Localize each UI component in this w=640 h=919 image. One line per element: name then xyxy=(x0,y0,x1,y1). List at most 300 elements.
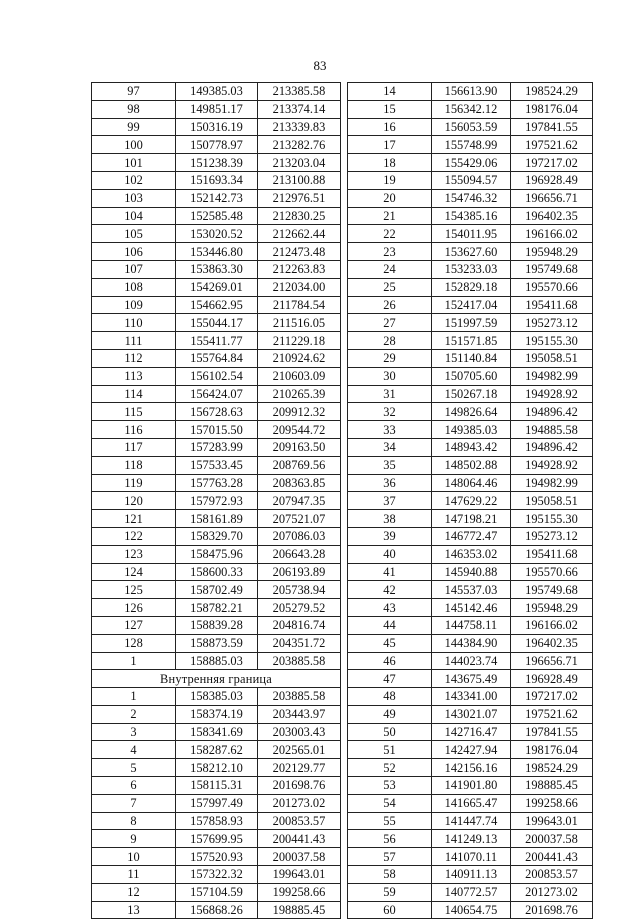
y-coordinate: 212830.25 xyxy=(258,207,341,225)
table-row xyxy=(348,563,593,581)
x-coordinate: 140772.57 xyxy=(432,883,511,901)
table-row xyxy=(348,207,593,225)
x-coordinate: 157533.45 xyxy=(176,456,258,474)
point-number: 18 xyxy=(348,154,432,172)
y-coordinate: 198524.29 xyxy=(511,83,593,101)
x-coordinate: 147198.21 xyxy=(432,510,511,528)
y-coordinate: 195058.51 xyxy=(511,492,593,510)
y-coordinate: 212034.00 xyxy=(258,278,341,296)
point-number: 37 xyxy=(348,492,432,510)
x-coordinate: 158885.03 xyxy=(176,652,258,670)
point-number: 45 xyxy=(348,634,432,652)
table-row xyxy=(348,883,593,901)
point-number: 44 xyxy=(348,616,432,634)
point-number: 42 xyxy=(348,581,432,599)
table-row xyxy=(92,118,341,136)
y-coordinate: 194982.99 xyxy=(511,367,593,385)
table-row xyxy=(348,599,593,617)
y-coordinate: 195570.66 xyxy=(511,563,593,581)
x-coordinate: 150778.97 xyxy=(176,136,258,154)
table-row xyxy=(348,741,593,759)
x-coordinate: 143021.07 xyxy=(432,705,511,723)
x-coordinate: 158287.62 xyxy=(176,741,258,759)
point-number: 102 xyxy=(92,171,176,189)
x-coordinate: 148064.46 xyxy=(432,474,511,492)
point-number: 43 xyxy=(348,599,432,617)
point-number: 113 xyxy=(92,367,176,385)
y-coordinate: 201698.76 xyxy=(258,777,341,795)
table-row xyxy=(92,741,341,759)
y-coordinate: 195411.68 xyxy=(511,545,593,563)
y-coordinate: 197521.62 xyxy=(511,136,593,154)
point-number: 13 xyxy=(92,901,176,919)
y-coordinate: 194928.92 xyxy=(511,456,593,474)
y-coordinate: 197841.55 xyxy=(511,118,593,136)
y-coordinate: 205738.94 xyxy=(258,581,341,599)
x-coordinate: 144023.74 xyxy=(432,652,511,670)
x-coordinate: 142156.16 xyxy=(432,759,511,777)
x-coordinate: 154385.16 xyxy=(432,207,511,225)
x-coordinate: 156424.07 xyxy=(176,385,258,403)
y-coordinate: 207521.07 xyxy=(258,510,341,528)
point-number: 101 xyxy=(92,154,176,172)
point-number: 10 xyxy=(92,848,176,866)
x-coordinate: 155094.57 xyxy=(432,171,511,189)
y-coordinate: 212976.51 xyxy=(258,189,341,207)
point-number: 36 xyxy=(348,474,432,492)
point-number: 111 xyxy=(92,332,176,350)
table-row xyxy=(348,225,593,243)
x-coordinate: 149385.03 xyxy=(176,83,258,101)
x-coordinate: 154746.32 xyxy=(432,189,511,207)
y-coordinate: 194885.58 xyxy=(511,421,593,439)
y-coordinate: 209544.72 xyxy=(258,421,341,439)
point-number: 49 xyxy=(348,705,432,723)
table-row xyxy=(92,527,341,545)
x-coordinate: 157972.93 xyxy=(176,492,258,510)
y-coordinate: 200441.43 xyxy=(511,848,593,866)
x-coordinate: 152585.48 xyxy=(176,207,258,225)
point-number: 110 xyxy=(92,314,176,332)
point-number: 112 xyxy=(92,349,176,367)
x-coordinate: 148502.88 xyxy=(432,456,511,474)
x-coordinate: 149826.64 xyxy=(432,403,511,421)
table-row xyxy=(348,243,593,261)
x-coordinate: 152829.18 xyxy=(432,278,511,296)
table-row xyxy=(92,314,341,332)
x-coordinate: 151140.84 xyxy=(432,349,511,367)
table-row xyxy=(348,367,593,385)
point-number: 14 xyxy=(348,83,432,101)
x-coordinate: 158873.59 xyxy=(176,634,258,652)
y-coordinate: 198176.04 xyxy=(511,100,593,118)
y-coordinate: 211516.05 xyxy=(258,314,341,332)
table-row xyxy=(92,349,341,367)
point-number: 33 xyxy=(348,421,432,439)
table-row xyxy=(92,243,341,261)
point-number: 54 xyxy=(348,794,432,812)
x-coordinate: 158212.10 xyxy=(176,759,258,777)
point-number: 4 xyxy=(92,741,176,759)
table-row xyxy=(348,349,593,367)
y-coordinate: 203443.97 xyxy=(258,705,341,723)
point-number: 20 xyxy=(348,189,432,207)
point-number: 125 xyxy=(92,581,176,599)
x-coordinate: 143341.00 xyxy=(432,688,511,706)
y-coordinate: 202129.77 xyxy=(258,759,341,777)
point-number: 32 xyxy=(348,403,432,421)
table-row xyxy=(92,207,341,225)
table-row xyxy=(92,901,341,919)
x-coordinate: 140911.13 xyxy=(432,866,511,884)
point-number: 107 xyxy=(92,260,176,278)
table-row xyxy=(348,474,593,492)
y-coordinate: 198176.04 xyxy=(511,741,593,759)
y-coordinate: 197217.02 xyxy=(511,688,593,706)
point-number: 41 xyxy=(348,563,432,581)
x-coordinate: 158341.69 xyxy=(176,723,258,741)
y-coordinate: 196402.35 xyxy=(511,634,593,652)
point-number: 97 xyxy=(92,83,176,101)
table-row xyxy=(92,385,341,403)
point-number: 126 xyxy=(92,599,176,617)
table-row xyxy=(92,688,341,706)
y-coordinate: 201273.02 xyxy=(511,883,593,901)
x-coordinate: 157322.32 xyxy=(176,866,258,884)
x-coordinate: 151238.39 xyxy=(176,154,258,172)
x-coordinate: 141665.47 xyxy=(432,794,511,812)
y-coordinate: 208769.56 xyxy=(258,456,341,474)
point-number: 58 xyxy=(348,866,432,884)
table-row xyxy=(92,634,341,652)
table-row xyxy=(92,759,341,777)
x-coordinate: 153020.52 xyxy=(176,225,258,243)
y-coordinate: 195058.51 xyxy=(511,349,593,367)
table-row xyxy=(92,189,341,207)
table-row xyxy=(92,563,341,581)
point-number: 1 xyxy=(92,688,176,706)
y-coordinate: 195155.30 xyxy=(511,332,593,350)
table-row xyxy=(92,100,341,118)
y-coordinate: 199258.66 xyxy=(511,794,593,812)
y-coordinate: 194896.42 xyxy=(511,403,593,421)
x-coordinate: 158475.96 xyxy=(176,545,258,563)
inner-boundary-label: Внутренняя граница xyxy=(92,670,341,688)
y-coordinate: 213374.14 xyxy=(258,100,341,118)
x-coordinate: 155764.84 xyxy=(176,349,258,367)
x-coordinate: 142716.47 xyxy=(432,723,511,741)
x-coordinate: 157520.93 xyxy=(176,848,258,866)
table-row xyxy=(348,189,593,207)
point-number: 15 xyxy=(348,100,432,118)
point-number: 118 xyxy=(92,456,176,474)
x-coordinate: 141249.13 xyxy=(432,830,511,848)
table-row xyxy=(92,812,341,830)
y-coordinate: 213385.58 xyxy=(258,83,341,101)
point-number: 40 xyxy=(348,545,432,563)
table-row xyxy=(348,332,593,350)
point-number: 23 xyxy=(348,243,432,261)
y-coordinate: 212662.44 xyxy=(258,225,341,243)
table-row xyxy=(92,332,341,350)
y-coordinate: 207086.03 xyxy=(258,527,341,545)
y-coordinate: 200441.43 xyxy=(258,830,341,848)
table-row xyxy=(92,705,341,723)
table-row xyxy=(92,367,341,385)
y-coordinate: 195273.12 xyxy=(511,314,593,332)
table-row xyxy=(348,136,593,154)
table-row xyxy=(92,652,341,670)
point-number: 119 xyxy=(92,474,176,492)
table-row xyxy=(92,278,341,296)
y-coordinate: 209163.50 xyxy=(258,438,341,456)
y-coordinate: 198885.45 xyxy=(258,901,341,919)
y-coordinate: 195948.29 xyxy=(511,243,593,261)
y-coordinate: 196928.49 xyxy=(511,670,593,688)
point-number: 24 xyxy=(348,260,432,278)
table-row xyxy=(92,616,341,634)
point-number: 25 xyxy=(348,278,432,296)
x-coordinate: 158385.03 xyxy=(176,688,258,706)
x-coordinate: 155429.06 xyxy=(432,154,511,172)
x-coordinate: 152142.73 xyxy=(176,189,258,207)
table-row xyxy=(92,492,341,510)
table-row xyxy=(348,723,593,741)
table-row xyxy=(348,777,593,795)
x-coordinate: 146772.47 xyxy=(432,527,511,545)
x-coordinate: 151571.85 xyxy=(432,332,511,350)
table-row xyxy=(92,225,341,243)
y-coordinate: 212263.83 xyxy=(258,260,341,278)
table-row xyxy=(348,314,593,332)
table-row xyxy=(348,456,593,474)
y-coordinate: 203003.43 xyxy=(258,723,341,741)
point-number: 8 xyxy=(92,812,176,830)
table-row xyxy=(348,688,593,706)
point-number: 3 xyxy=(92,723,176,741)
point-number: 26 xyxy=(348,296,432,314)
y-coordinate: 199643.01 xyxy=(258,866,341,884)
x-coordinate: 158702.49 xyxy=(176,581,258,599)
table-row xyxy=(92,296,341,314)
table-row xyxy=(348,866,593,884)
point-number: 6 xyxy=(92,777,176,795)
table-row xyxy=(348,652,593,670)
table-row xyxy=(348,527,593,545)
x-coordinate: 157763.28 xyxy=(176,474,258,492)
y-coordinate: 195273.12 xyxy=(511,527,593,545)
table-row xyxy=(348,492,593,510)
point-number: 52 xyxy=(348,759,432,777)
table-row xyxy=(92,794,341,812)
x-coordinate: 151693.34 xyxy=(176,171,258,189)
table-row xyxy=(348,616,593,634)
point-number: 17 xyxy=(348,136,432,154)
y-coordinate: 199643.01 xyxy=(511,812,593,830)
y-coordinate: 195749.68 xyxy=(511,581,593,599)
y-coordinate: 212473.48 xyxy=(258,243,341,261)
point-number: 124 xyxy=(92,563,176,581)
table-row xyxy=(348,438,593,456)
x-coordinate: 157997.49 xyxy=(176,794,258,812)
table-row xyxy=(348,812,593,830)
point-number: 56 xyxy=(348,830,432,848)
table-row xyxy=(92,830,341,848)
point-number: 100 xyxy=(92,136,176,154)
point-number: 60 xyxy=(348,901,432,919)
table-row xyxy=(348,794,593,812)
right-coordinates-table xyxy=(347,82,593,919)
x-coordinate: 157283.99 xyxy=(176,438,258,456)
point-number: 98 xyxy=(92,100,176,118)
x-coordinate: 141447.74 xyxy=(432,812,511,830)
y-coordinate: 194928.92 xyxy=(511,385,593,403)
y-coordinate: 201273.02 xyxy=(258,794,341,812)
point-number: 114 xyxy=(92,385,176,403)
table-row xyxy=(92,545,341,563)
x-coordinate: 153446.80 xyxy=(176,243,258,261)
point-number: 122 xyxy=(92,527,176,545)
y-coordinate: 195411.68 xyxy=(511,296,593,314)
x-coordinate: 145142.46 xyxy=(432,599,511,617)
table-row xyxy=(92,171,341,189)
x-coordinate: 158600.33 xyxy=(176,563,258,581)
table-row xyxy=(92,883,341,901)
x-coordinate: 158374.19 xyxy=(176,705,258,723)
table-row xyxy=(348,278,593,296)
y-coordinate: 200037.58 xyxy=(511,830,593,848)
point-number: 55 xyxy=(348,812,432,830)
section-header-row xyxy=(92,670,341,688)
point-number: 99 xyxy=(92,118,176,136)
table-row xyxy=(348,634,593,652)
point-number: 51 xyxy=(348,741,432,759)
point-number: 22 xyxy=(348,225,432,243)
point-number: 39 xyxy=(348,527,432,545)
point-number: 121 xyxy=(92,510,176,528)
x-coordinate: 144384.90 xyxy=(432,634,511,652)
y-coordinate: 201698.76 xyxy=(511,901,593,919)
y-coordinate: 197521.62 xyxy=(511,705,593,723)
y-coordinate: 196166.02 xyxy=(511,225,593,243)
point-number: 50 xyxy=(348,723,432,741)
y-coordinate: 200853.57 xyxy=(258,812,341,830)
table-row xyxy=(92,403,341,421)
point-number: 104 xyxy=(92,207,176,225)
y-coordinate: 206643.28 xyxy=(258,545,341,563)
x-coordinate: 143675.49 xyxy=(432,670,511,688)
point-number: 46 xyxy=(348,652,432,670)
table-row xyxy=(348,901,593,919)
point-number: 103 xyxy=(92,189,176,207)
table-row xyxy=(92,866,341,884)
point-number: 108 xyxy=(92,278,176,296)
table-row xyxy=(92,154,341,172)
point-number: 30 xyxy=(348,367,432,385)
x-coordinate: 158839.28 xyxy=(176,616,258,634)
x-coordinate: 156102.54 xyxy=(176,367,258,385)
table-row xyxy=(348,421,593,439)
x-coordinate: 156868.26 xyxy=(176,901,258,919)
y-coordinate: 198885.45 xyxy=(511,777,593,795)
x-coordinate: 152417.04 xyxy=(432,296,511,314)
x-coordinate: 157858.93 xyxy=(176,812,258,830)
table-row xyxy=(348,581,593,599)
x-coordinate: 141901.80 xyxy=(432,777,511,795)
x-coordinate: 157015.50 xyxy=(176,421,258,439)
y-coordinate: 210603.09 xyxy=(258,367,341,385)
table-row xyxy=(92,421,341,439)
x-coordinate: 150705.60 xyxy=(432,367,511,385)
x-coordinate: 142427.94 xyxy=(432,741,511,759)
y-coordinate: 200853.57 xyxy=(511,866,593,884)
point-number: 27 xyxy=(348,314,432,332)
point-number: 12 xyxy=(92,883,176,901)
y-coordinate: 198524.29 xyxy=(511,759,593,777)
table-row xyxy=(92,581,341,599)
table-row xyxy=(348,705,593,723)
table-row xyxy=(348,296,593,314)
table-row xyxy=(92,723,341,741)
y-coordinate: 210265.39 xyxy=(258,385,341,403)
point-number: 120 xyxy=(92,492,176,510)
x-coordinate: 155044.17 xyxy=(176,314,258,332)
x-coordinate: 149385.03 xyxy=(432,421,511,439)
x-coordinate: 158782.21 xyxy=(176,599,258,617)
point-number: 31 xyxy=(348,385,432,403)
x-coordinate: 149851.17 xyxy=(176,100,258,118)
point-number: 47 xyxy=(348,670,432,688)
y-coordinate: 195570.66 xyxy=(511,278,593,296)
x-coordinate: 154662.95 xyxy=(176,296,258,314)
x-coordinate: 154269.01 xyxy=(176,278,258,296)
point-number: 38 xyxy=(348,510,432,528)
x-coordinate: 148943.42 xyxy=(432,438,511,456)
x-coordinate: 154011.95 xyxy=(432,225,511,243)
point-number: 21 xyxy=(348,207,432,225)
x-coordinate: 155411.77 xyxy=(176,332,258,350)
point-number: 127 xyxy=(92,616,176,634)
point-number: 34 xyxy=(348,438,432,456)
y-coordinate: 199258.66 xyxy=(258,883,341,901)
table-row xyxy=(348,118,593,136)
x-coordinate: 158329.70 xyxy=(176,527,258,545)
x-coordinate: 150316.19 xyxy=(176,118,258,136)
y-coordinate: 196656.71 xyxy=(511,189,593,207)
point-number: 59 xyxy=(348,883,432,901)
y-coordinate: 200037.58 xyxy=(258,848,341,866)
table-row xyxy=(92,136,341,154)
point-number: 57 xyxy=(348,848,432,866)
table-row xyxy=(348,545,593,563)
table-row xyxy=(348,171,593,189)
y-coordinate: 195155.30 xyxy=(511,510,593,528)
table-row xyxy=(92,599,341,617)
y-coordinate: 205279.52 xyxy=(258,599,341,617)
table-row xyxy=(348,385,593,403)
x-coordinate: 144758.11 xyxy=(432,616,511,634)
point-number: 5 xyxy=(92,759,176,777)
point-number: 11 xyxy=(92,866,176,884)
point-number: 9 xyxy=(92,830,176,848)
y-coordinate: 204351.72 xyxy=(258,634,341,652)
table-row xyxy=(348,830,593,848)
y-coordinate: 206193.89 xyxy=(258,563,341,581)
point-number: 116 xyxy=(92,421,176,439)
y-coordinate: 203885.58 xyxy=(258,652,341,670)
x-coordinate: 150267.18 xyxy=(432,385,511,403)
page-number: 83 xyxy=(313,58,327,73)
